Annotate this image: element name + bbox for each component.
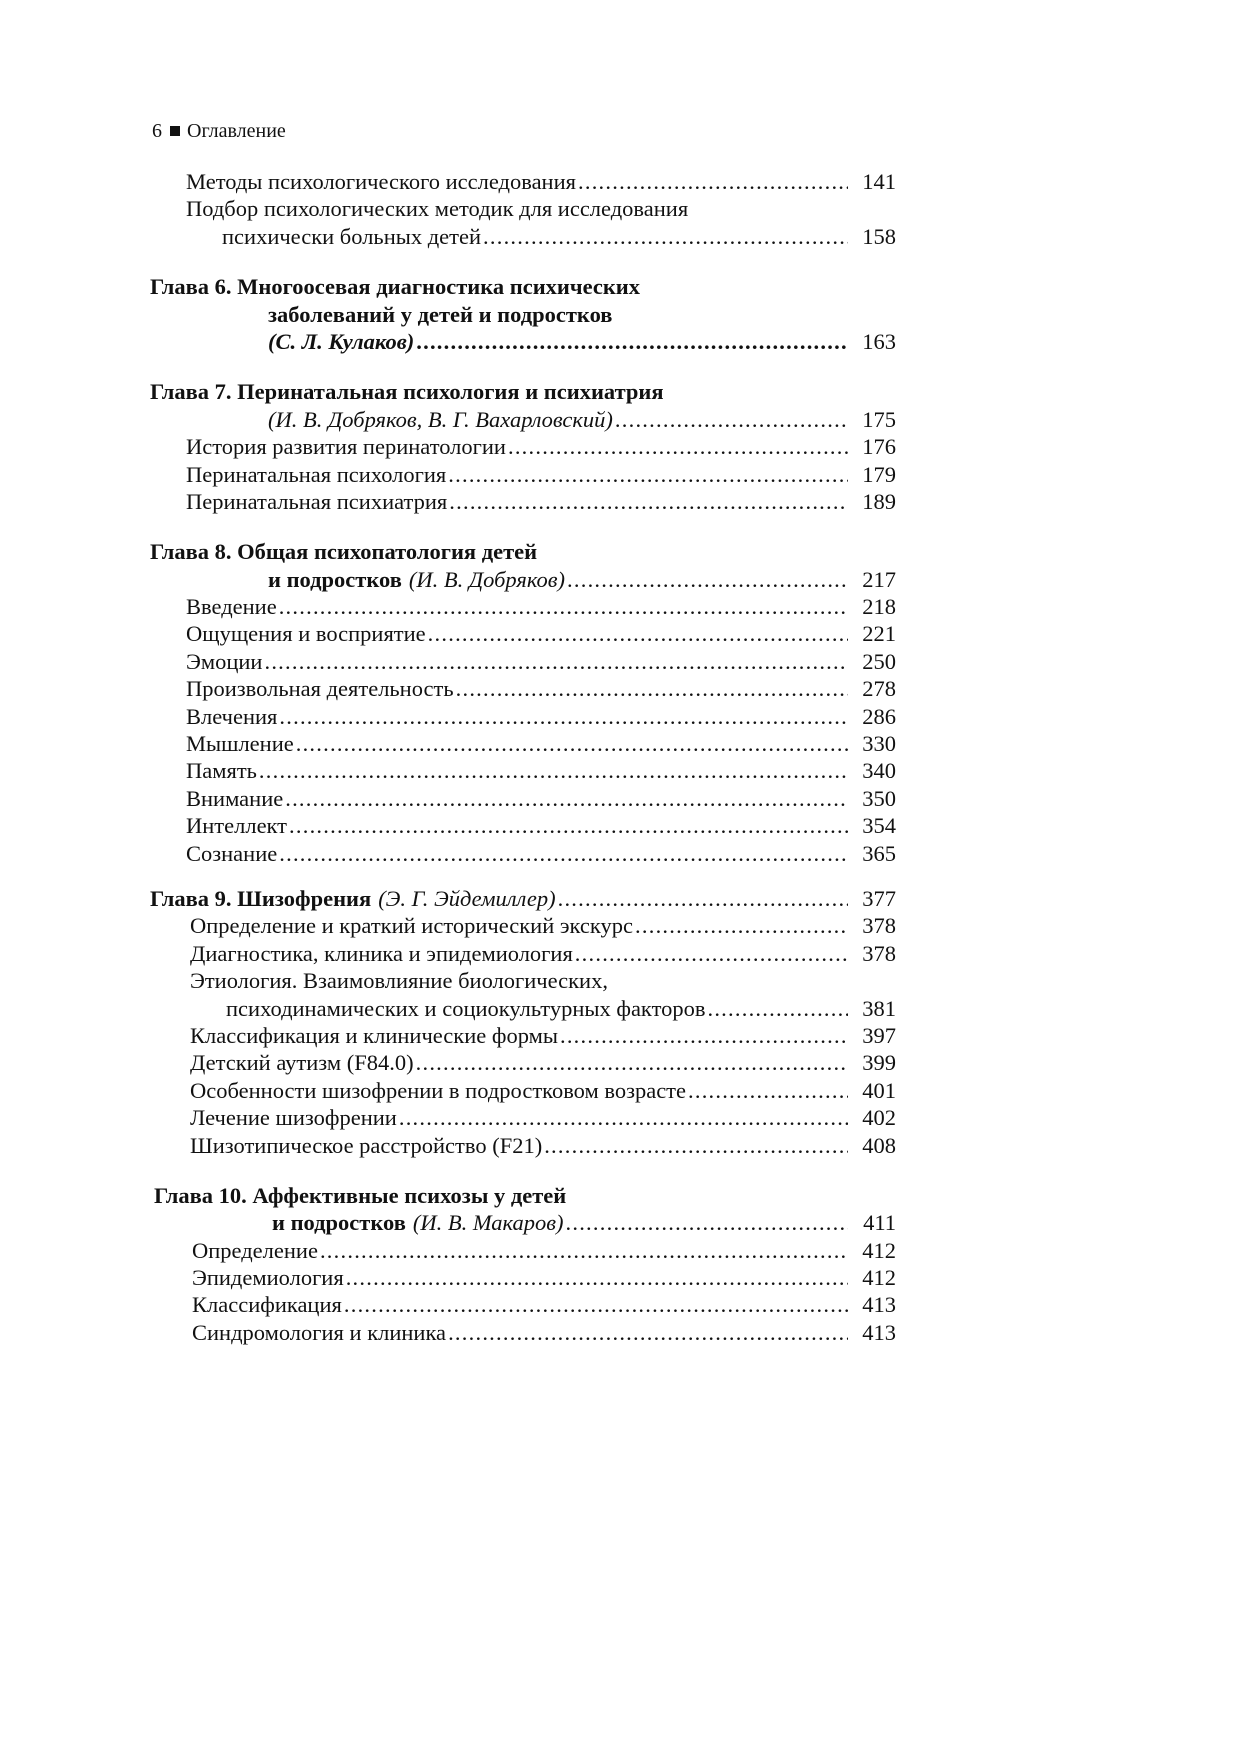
dot-leader: [566, 1209, 849, 1236]
toc-entry[interactable]: [192, 1237, 896, 1264]
toc-entry-page: 381: [862, 995, 896, 1021]
toc-entry[interactable]: [186, 620, 896, 647]
toc-entry-first-line[interactable]: [186, 195, 896, 222]
chapter-author: (С. Л. Кулаков): [268, 328, 415, 354]
running-header: [152, 118, 286, 144]
dot-leader: [320, 1237, 848, 1264]
toc-entry-title: Подбор психологических методик для исследования: [186, 196, 689, 222]
chapter-9-entry[interactable]: [150, 885, 896, 912]
toc-entry-page: 402: [862, 1105, 896, 1131]
toc-entry-title: Перинатальная психология: [186, 461, 447, 487]
dot-leader: [416, 1049, 848, 1076]
toc-entry-page: 175: [862, 406, 896, 432]
dot-leader: [508, 433, 848, 460]
chapter-title: и подростков: [268, 566, 402, 592]
toc-entry-page: 278: [862, 676, 896, 702]
toc-entry-page: 176: [862, 434, 896, 460]
dot-leader: [448, 1319, 848, 1346]
toc-entry[interactable]: [190, 1104, 896, 1131]
toc-entry-title: Диагностика, клиника и эпидемиология: [190, 940, 573, 966]
dot-leader: [399, 1104, 848, 1131]
toc-entry-title: Интеллект: [186, 813, 288, 839]
toc-entry-page: 350: [862, 785, 896, 811]
chapter-8-heading[interactable]: Глава 8. Общая психопатология детей: [150, 539, 538, 565]
toc-entry[interactable]: [226, 995, 896, 1022]
toc-entry-title: Мышление: [186, 731, 294, 757]
toc-entry-title: Влечения: [186, 703, 278, 729]
toc-entry-title: Память: [186, 758, 257, 784]
toc-entry-title: Ощущения и восприятие: [186, 621, 426, 647]
toc-entry-title: Классификация: [192, 1292, 342, 1318]
toc-entry-page: 179: [862, 461, 896, 487]
chapter-6-heading-line2[interactable]: [268, 301, 896, 328]
toc-entry-page: 413: [862, 1292, 896, 1318]
toc-entry-title: Внимание: [186, 785, 284, 811]
toc-entry-title: Эпидемиология: [192, 1265, 344, 1291]
square-bullet-icon: [170, 126, 180, 136]
toc-entry-title: Детский аутизм (F84.0): [190, 1050, 414, 1076]
toc-entry[interactable]: [192, 1291, 896, 1318]
toc-entry-page: 408: [862, 1132, 896, 1158]
toc-entry-page: 413: [862, 1319, 896, 1345]
toc-entry[interactable]: [186, 703, 896, 730]
chapter-title: заболеваний у детей и подростков: [268, 301, 613, 327]
toc-entry[interactable]: [186, 168, 896, 195]
toc-entry-page: 399: [862, 1050, 896, 1076]
dot-leader: [346, 1264, 848, 1291]
dot-leader: [285, 785, 848, 812]
toc-entry-page: 365: [862, 840, 896, 866]
dot-leader: [279, 703, 848, 730]
dot-leader: [416, 328, 848, 355]
toc-entry[interactable]: [186, 461, 896, 488]
toc-entry-page: 397: [862, 1022, 896, 1048]
chapter-10-heading[interactable]: Глава 10. Аффективные психозы у детей: [154, 1182, 567, 1208]
chapter-10-entry[interactable]: [272, 1209, 896, 1236]
toc-entry[interactable]: [186, 593, 896, 620]
chapter-8-entry[interactable]: [268, 566, 896, 593]
chapter-author: (Э. Г. Эйдемиллер): [378, 885, 556, 911]
toc-entry[interactable]: [190, 1049, 896, 1076]
toc-entry[interactable]: [186, 488, 896, 515]
toc-entry[interactable]: [190, 1132, 896, 1159]
toc-entry-title: Методы психологического исследования: [186, 169, 576, 194]
toc-entry-page: 221: [862, 621, 896, 647]
toc-entry-page: 218: [862, 594, 896, 620]
chapter-7-entry[interactable]: [268, 406, 896, 433]
dot-leader: [688, 1077, 848, 1104]
toc-entry-title: Определение: [192, 1237, 318, 1263]
chapter-author: (И. В. Добряков): [408, 566, 566, 592]
chapter-title: Глава 9. Шизофрения: [150, 885, 372, 911]
toc-entry-title: Синдромология и клиника: [192, 1319, 447, 1345]
dot-leader: [615, 406, 848, 433]
chapter-title: и подростков: [272, 1210, 406, 1236]
toc-entry-title: Сознание: [186, 840, 278, 866]
toc-entry[interactable]: [186, 785, 896, 812]
toc-entry-title: Произвольная деятельность: [186, 676, 454, 702]
dot-leader: [259, 757, 848, 784]
toc-entry[interactable]: [190, 940, 896, 967]
dot-leader: [428, 620, 848, 647]
dot-leader: [344, 1291, 848, 1318]
dot-leader: [279, 840, 848, 867]
toc-entry-title: Эмоции: [186, 648, 263, 674]
toc-entry-page: 286: [862, 703, 896, 729]
chapter-7-heading[interactable]: Глава 7. Перинатальная психология и психиатрия: [150, 379, 664, 405]
toc-entry[interactable]: [186, 433, 896, 460]
toc-entry[interactable]: [222, 223, 896, 250]
dot-leader: [578, 168, 848, 195]
dot-leader: [558, 885, 848, 912]
chapter-6-heading[interactable]: Глава 6. Многоосевая диагностика психических: [150, 274, 641, 300]
toc-entry-title: Перинатальная психиатрия: [186, 488, 448, 514]
toc-entry-page: 412: [862, 1265, 896, 1291]
toc-entry-title: Введение: [186, 594, 277, 620]
dot-leader: [483, 223, 848, 250]
toc-entry[interactable]: [190, 1077, 896, 1104]
toc-entry-first-line[interactable]: [190, 967, 896, 994]
toc-entry-title: Шизотипическое расстройство (F21): [190, 1132, 543, 1158]
toc-entry[interactable]: [186, 648, 896, 675]
dot-leader: [544, 1132, 848, 1159]
toc-entry-page: 401: [862, 1077, 896, 1103]
toc-entry[interactable]: [186, 757, 896, 784]
toc-entry-title: Лечение шизофрении: [190, 1105, 397, 1131]
toc-entry-title: История развития перинатологии: [186, 434, 506, 460]
toc-entry-title: психодинамических и социокультурных факторов: [226, 995, 706, 1021]
dot-leader: [448, 461, 848, 488]
dot-leader: [560, 1022, 848, 1049]
toc-entry-title: Особенности шизофрении в подростковом возрасте: [190, 1077, 686, 1103]
dot-leader: [279, 593, 848, 620]
dot-leader: [449, 488, 848, 515]
toc-entry-page: 330: [862, 731, 896, 757]
chapter-author: (И. В. Макаров): [412, 1210, 564, 1236]
toc-entry[interactable]: [186, 730, 896, 757]
toc-entry-title: Классификация и клинические формы: [190, 1022, 558, 1048]
table-of-contents: [0, 168, 1241, 1346]
dot-leader: [456, 675, 848, 702]
toc-entry-title: Определение и краткий исторический экскурс: [190, 913, 634, 939]
toc-entry-page: 217: [862, 566, 896, 592]
toc-entry-page: 354: [862, 813, 896, 839]
toc-entry-page: 189: [862, 488, 896, 514]
dot-leader: [567, 566, 848, 593]
toc-entry-page: 250: [862, 648, 896, 674]
toc-entry[interactable]: [192, 1319, 896, 1346]
toc-entry[interactable]: [192, 1264, 896, 1291]
toc-entry-page: 411: [863, 1210, 896, 1236]
toc-entry-page: 340: [862, 758, 896, 784]
toc-entry-page: 412: [862, 1237, 896, 1263]
toc-entry[interactable]: [190, 912, 896, 939]
toc-entry[interactable]: [186, 840, 896, 867]
page-number: 6: [152, 120, 162, 142]
toc-entry-title: психически больных детей: [222, 223, 482, 249]
toc-entry-page: 141: [862, 169, 896, 194]
toc-entry[interactable]: [186, 812, 896, 839]
chapter-6-entry[interactable]: [268, 328, 896, 355]
dot-leader: [707, 995, 848, 1022]
toc-entry-page: 378: [862, 940, 896, 966]
toc-entry[interactable]: [190, 1022, 896, 1049]
toc-entry[interactable]: [186, 675, 896, 702]
running-title: Оглавление: [187, 120, 286, 142]
dot-leader: [264, 648, 848, 675]
toc-entry-page: 378: [862, 913, 896, 939]
dot-leader: [289, 812, 848, 839]
toc-entry-page: 163: [862, 328, 896, 354]
dot-leader: [575, 940, 848, 967]
dot-leader: [635, 912, 848, 939]
toc-entry-page: 377: [862, 885, 896, 911]
chapter-author: (И. В. Добряков, В. Г. Вахарловский): [268, 406, 613, 432]
toc-entry-title: Этиология. Взаимовлияние биологических,: [190, 968, 608, 994]
dot-leader: [296, 730, 848, 757]
toc-entry-page: 158: [862, 223, 896, 249]
